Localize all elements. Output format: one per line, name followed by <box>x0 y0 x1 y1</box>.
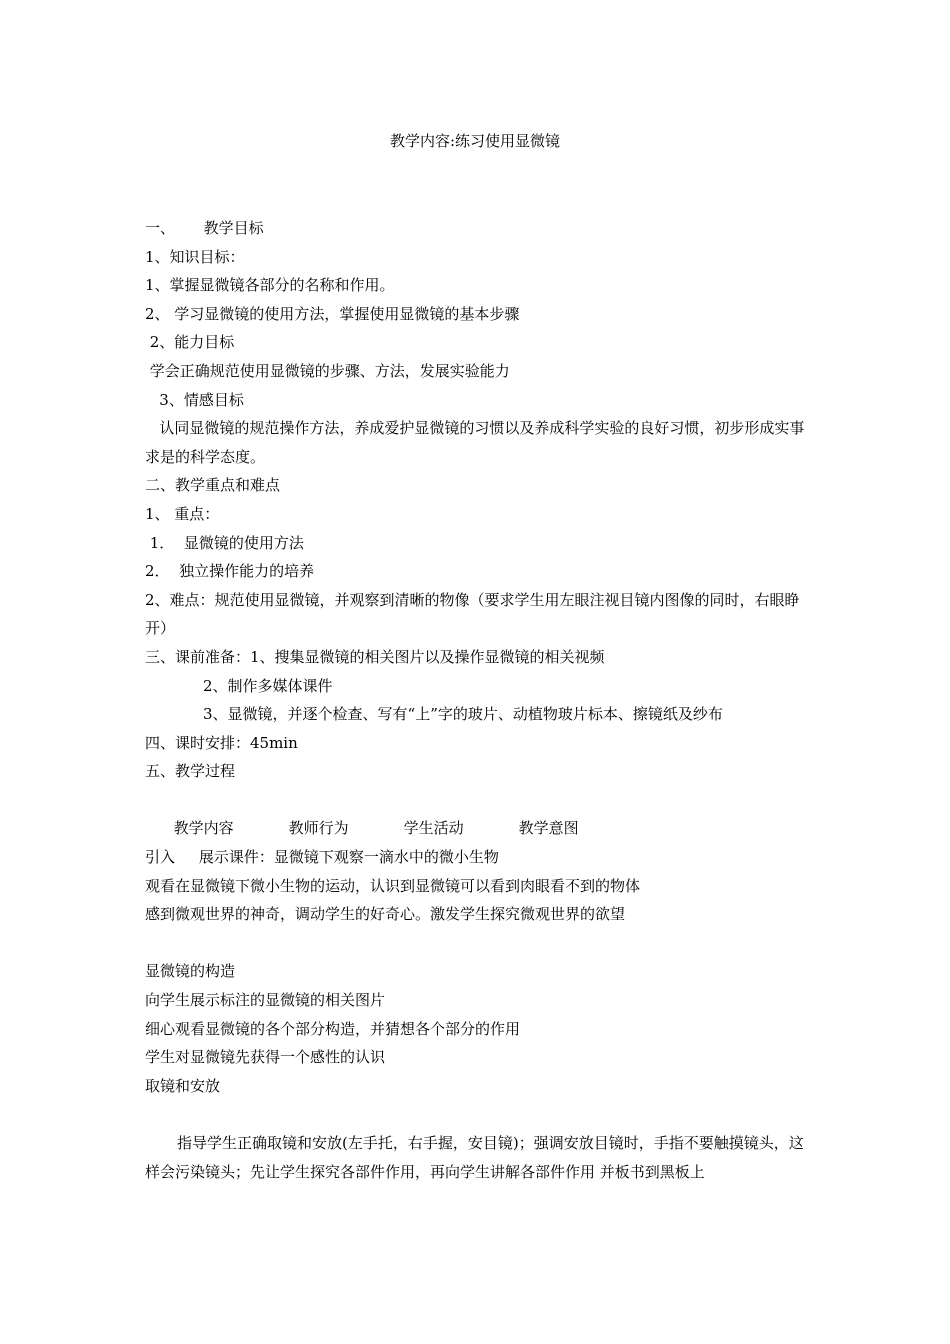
intro-purpose: 感到微观世界的神奇，调动学生的好奇心。激发学生探究微观世界的欲望 <box>145 905 626 924</box>
ability-goal-label: 2、能力目标 <box>145 333 235 352</box>
structure-student-activity: 细心观看显微镜的各个部分构造，并猜想各个部分的作用 <box>145 1019 521 1038</box>
knowledge-goal-1: 1、掌握显微镜各部分的名称和作用。 <box>145 276 395 295</box>
take-paragraph: 指导学生正确取镜和安放(左手托，右手握，安目镜)；强调安放目镜时，手指不要触摸镜头，这样会污染镜头；先让学生探究各部件作用，再向学生讲解各部件作用 并板书到黑板上 <box>145 1134 804 1181</box>
section-2-heading: 二、教学重点和难点 <box>145 476 281 495</box>
key-point-2: 2． 独立操作能力的培养 <box>145 562 315 581</box>
take-title: 取镜和安放 <box>145 1076 221 1095</box>
section-5-heading: 五、教学过程 <box>145 762 236 781</box>
document-body <box>145 214 810 1186</box>
preparation-item-3: 3、显微镜，并逐个检查、写有“上”字的玻片、动植物玻片标本、擦镜纸及纱布 <box>203 705 723 724</box>
section-4-heading: 四、课时安排：45min <box>145 733 298 752</box>
column-header: 学生活动 <box>403 819 464 838</box>
key-point-label: 1、 重点： <box>145 504 220 523</box>
emotion-goal-text: 认同显微镜的规范操作方法，养成爱护显微镜的习惯以及养成科学实验的良好习惯，初步形成实事求是的科学态度。 <box>145 419 805 466</box>
difficulty-text: 2、难点：规范使用显微镜，并观察到清晰的物像（要求学生用左眼注视目镜内图像的同时，右眼睁开） <box>145 590 800 638</box>
column-header: 教学意图 <box>518 819 579 838</box>
intro-line: 引入 展示课件：显微镜下观察一滴水中的微小生物 <box>145 848 499 867</box>
structure-teacher-action: 向学生展示标注的显微镜的相关图片 <box>145 991 386 1010</box>
preparation-item-2: 2、制作多媒体课件 <box>203 676 333 695</box>
key-point-1: 1． 显微镜的使用方法 <box>145 533 304 552</box>
knowledge-goal-2: 2、 学习显微镜的使用方法，掌握使用显微镜的基本步骤 <box>145 304 520 323</box>
section-3-heading: 三、课前准备：1、搜集显微镜的相关图片以及操作显微镜的相关视频 <box>145 647 605 666</box>
column-header: 教学内容 <box>173 819 234 838</box>
column-header: 教师行为 <box>288 819 349 838</box>
structure-purpose: 学生对显微镜先获得一个感性的认识 <box>145 1048 386 1067</box>
process-column-headers <box>145 786 810 838</box>
knowledge-goal-label: 1、知识目标： <box>145 247 245 266</box>
ability-goal-text: 学会正确规范使用显微镜的步骤、方法，发展实验能力 <box>145 361 510 380</box>
intro-student-activity: 观看在显微镜下微小生物的运动，认识到显微镜可以看到肉眼看不到的物体 <box>145 876 641 895</box>
emotion-goal-label: 3、情感目标 <box>145 390 244 409</box>
structure-title: 显微镜的构造 <box>145 962 236 981</box>
document-title: 教学内容:练习使用显微镜 <box>389 132 561 150</box>
section-1-heading: 一、 教学目标 <box>145 219 264 237</box>
